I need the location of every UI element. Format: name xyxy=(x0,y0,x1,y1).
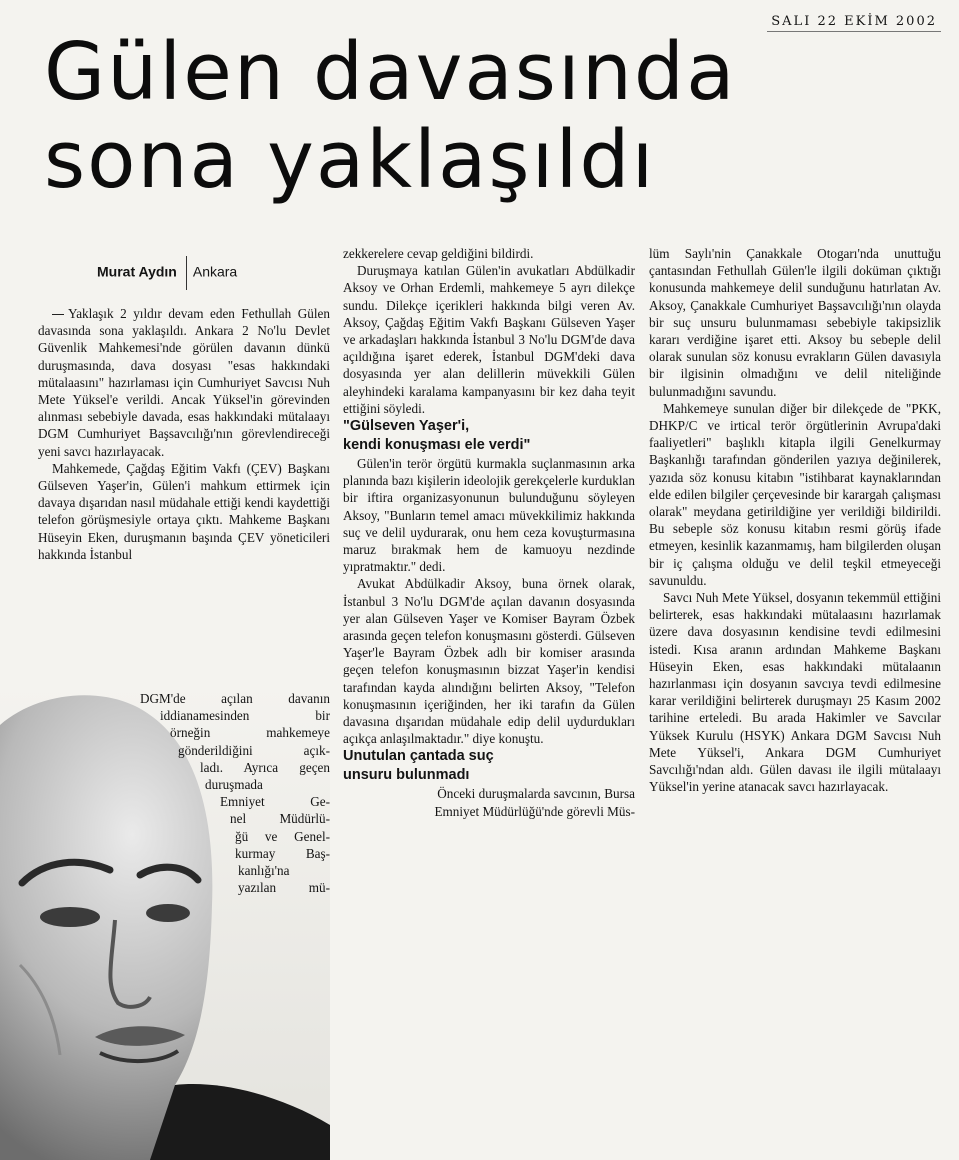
narrow-line: yazılan mü- xyxy=(238,880,330,896)
subheading-line: kendi konuşması ele verdi" xyxy=(343,437,531,454)
article-column-2 xyxy=(343,245,635,1150)
subheading-gulseven xyxy=(343,417,635,455)
article-column-1 xyxy=(38,305,330,685)
headline-line-1: Gülen davasında xyxy=(44,26,737,118)
byline-author: Murat Aydın xyxy=(97,263,177,280)
narrow-line: kurmay Baş- xyxy=(235,845,330,861)
column3-paragraph: Savcı Nuh Mete Yüksel, dosyanın tekemmül ettiğini belirterek, esas hakkındaki mütalaasını hazırlamak üzere dava dosyasının kendisine tevdi edilmesini istedi. Kısa aranın ardından Mahkeme Başkanı Hüseyin Eken, esas hakkındaki mütalaanın hazırlanması için dosyanın savcıya tevdi edilmesine karar verildiğini belirterek duruşmayı 25 Kasım 2002 tarihine erteledi. Bu arada Hakimler ve Savcılar Yüksek Kurulu (HSYK) Ankara DGM Savcısı Nuh Mete Yüksel'i, Ankara DGM Cumhuriyet Savcılığı'ndan aldı. Gülen davası ile ilgili mütalaayı Yüksel'in yerine atanacak savcı hazırlayacak. xyxy=(649,590,941,795)
narrow-line: ladı. Ayrıca geçen xyxy=(200,759,330,775)
narrow-line: nel Müdürlü- xyxy=(230,811,330,827)
narrow-line: gönderildiğini açık- xyxy=(178,742,330,758)
column3-paragraph: Mahkemeye sunulan diğer bir dilekçede de "PKK, DHKP/C ve irtical terör örgütlerinin Avrupa'daki faaliyetleri" başlıklı kitapla ilgili Genelkurmay Başkanlığı tarafından gönderilen yazıya değinilerek, yazıda söz konusu kitabın "istihbarat kaynaklarından elde edilen bilgiler çerçevesinde bir karargah çalışması olarak" meydana getirildiğine yer verildiği bildirildi. Bu sebeple söz konusu kitabın resmi görüş ifade etmeyen, kesinlik kazanmamış, ham bilgilerden oluşan bir iç çalışma olduğu ve delil teşkil etmeyeceği savunuldu. xyxy=(649,400,941,588)
article-column-1-narrow xyxy=(140,690,330,1160)
narrow-line: duruşmada xyxy=(205,777,263,793)
narrow-line: Emniyet Ge- xyxy=(220,794,330,810)
article-column-3 xyxy=(649,245,941,1150)
subheading-line: unsuru bulunmadı xyxy=(343,767,470,784)
column1-paragraph-1 xyxy=(38,305,330,460)
subheading-line: "Gülseven Yaşer'i, xyxy=(343,418,470,435)
narrow-line: örneğin mahkemeye xyxy=(170,725,330,741)
column1-paragraph-2: Mahkemede, Çağdaş Eğitim Vakfı (ÇEV) Başkanı Gülseven Yaşer'in, Gülen'i mahkum ettirmek için davaya dışarıdan nasıl müdahale ettiği kendi kaydettiği telefon görüşmesiyle ortaya çıktı. Mahkeme Başkanı Hüseyin Eken, duruşmanın başında ÇEV yöneticileri hakkında İstanbul xyxy=(38,460,330,562)
headline xyxy=(44,28,944,204)
byline-separator xyxy=(186,256,187,290)
narrow-line: DGM'de açılan davanın xyxy=(140,691,330,706)
byline xyxy=(97,256,237,290)
column2-paragraph: Önceki duruşmalarda savcının, Bursa Emniyet Müdürlüğü'nde görevli Müs- xyxy=(434,786,635,819)
subheading-line: Unutulan çantada suç xyxy=(343,748,494,765)
narrow-line: iddianamesinden bir xyxy=(160,708,330,724)
dateline: SALI 22 EKİM 2002 xyxy=(767,14,941,32)
byline-location: Ankara xyxy=(192,263,238,280)
paragraph-marker xyxy=(52,314,64,315)
column3-paragraph: lüm Saylı'nin Çanakkale Otogarı'nda unuttuğu çantasından Fethullah Gülen'le ilgili doküman çıktığı konusunda mahkemeye delil sunduğunu hatırlatan Av. Aksoy, Çanakkale Cumhuriyet Başsavcılığı'nın olayda bir suç unsuru bulunmaması sebebiyle takipsizlik kararı verdiğine işaret etti. Aksoy bu sebeple delil olarak sunulan söz konusu evrakların Gülen davasıyla bir ilgisinin olmadığını ve delil niteliğinde bulunmadığını savundu. xyxy=(649,246,941,399)
column1-paragraph-1-text: Yaklaşık 2 yıldır devam eden Fethullah Gülen davasında sona yaklaşıldı. Ankara 2 No'lu Devlet Güvenlik Mahkemesi'nde görülen davanın dünkü duruşmasında, dava dosyası "esas hakkındaki mütalaasını" hazırlaması için Cumhuriyet Savcısı Nuh Mete Yüksel'e verildi. Ancak Yüksel'in görevinden alınması sebebiyle davada, esas hakkındaki mütalaayı DGM Cumhuriyet Başsavcılığı'nın görevlendireceği yeni savcı hazırlayacak. xyxy=(38,306,330,459)
subheading-unutulan-canta xyxy=(343,747,635,785)
column2-paragraph: Gülen'in terör örgütü kurmakla suçlanmasının arka planında bazı kişilerin ideolojik gerekçelerle kurduklan bir iftira organizasyonunun bulunduğunu söyleyen Aksoy, "Bunların temel amacı müvekkilimiz hakkında suç ve delil uydurarak, onu hem ceza kovuşturmasına maruz bırakmak hem de kamuoyu nezdinde yıpratmaktır." dedi. xyxy=(343,456,635,575)
column2-paragraph: Duruşmaya katılan Gülen'in avukatları Abdülkadir Aksoy ve Orhan Erdemli, mahkemeye 5 ayrı dilekçe sundu. Dilekçe içerikleri hakkında bilgi veren Av. Aksoy, Çağdaş Eğitim Vakfı Başkanı Gülseven Yaşer ve arkadaşları hakkında İstanbul 3 No'lu DGM'de dava açıldığına işaret ederek, İstanbul DGM'deki dava dosyasında yer alan delillerin müvekkili Gülen aleyhindeki karalama kampanyasını bir kez daha teyit ettiğini söyledi. xyxy=(343,263,635,416)
narrow-line: kanlığı'na xyxy=(238,863,290,879)
narrow-line: ğü ve Genel- xyxy=(235,828,330,844)
column2-paragraph: Avukat Abdülkadir Aksoy, buna örnek olarak, İstanbul 3 No'lu DGM'de açılan davanın dosyasında yer alan Gülseven Yaşer ve Komiser Bayram Özbek arasında geçen telefon konuşmasını gösterdi. Gülseven Yaşer'le Bayram Özbek adlı bir komiser arasında geçen telefon konuşmasının bizzat Yaşer'in kendisi tarafından kayda alındığını belirten Aksoy, "Telefon konuşmasının içeriğinden, her iki tarafın da Gülen davasına dışarıdan müdahale edip delil uydurdukları açıkça anlaşılmaktadır." diye konuştu. xyxy=(343,576,635,747)
column2-paragraph: zekkerelere cevap geldiğini bildirdi. xyxy=(343,246,534,261)
headline-line-2: sona yaklaşıldı xyxy=(44,114,656,206)
